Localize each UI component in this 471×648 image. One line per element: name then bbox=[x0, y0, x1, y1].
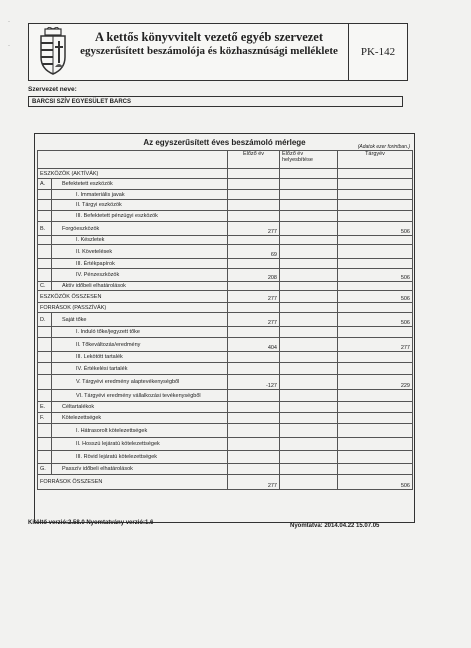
col-header-curr: Tárgyév bbox=[338, 151, 413, 169]
prev-year-value: 404 bbox=[228, 338, 280, 352]
print-timestamp: Nyomtatva: 2014.04.22 15.07.05 bbox=[290, 523, 380, 529]
header-item-cell bbox=[38, 151, 228, 169]
prev-year-value bbox=[228, 363, 280, 375]
table-row bbox=[38, 475, 413, 490]
current-year-value bbox=[338, 352, 413, 363]
row-label: Befektetett eszközök bbox=[52, 179, 228, 190]
current-year-value bbox=[338, 190, 413, 200]
row-code bbox=[38, 451, 52, 464]
prev-year-correction-value bbox=[280, 245, 338, 259]
current-year-value bbox=[338, 211, 413, 222]
table-row bbox=[38, 451, 413, 464]
balance-table bbox=[37, 150, 413, 490]
form-header bbox=[28, 23, 408, 81]
current-year-value: 506 bbox=[338, 222, 413, 236]
prev-year-correction-value bbox=[280, 464, 338, 475]
balance-table-body bbox=[38, 169, 413, 490]
prev-year-correction-value bbox=[280, 338, 338, 352]
prev-year-value bbox=[228, 236, 280, 245]
prev-year-correction-value bbox=[280, 269, 338, 282]
prev-year-value: 69 bbox=[228, 245, 280, 259]
prev-year-value bbox=[228, 327, 280, 338]
row-code bbox=[38, 327, 52, 338]
prev-year-correction-value bbox=[280, 413, 338, 424]
prev-year-value: 277 bbox=[228, 222, 280, 236]
row-label: Forgóeszközök bbox=[52, 222, 228, 236]
prev-year-correction-value bbox=[280, 375, 338, 390]
prev-year-value bbox=[228, 438, 280, 451]
row-label: IV. Pénzeszközök bbox=[52, 269, 228, 282]
prev-year-correction-value bbox=[280, 402, 338, 413]
prev-year-value bbox=[228, 200, 280, 211]
table-row bbox=[38, 375, 413, 390]
prev-year-value: 208 bbox=[228, 269, 280, 282]
prev-year-value: 277 bbox=[228, 475, 280, 490]
prev-year-value bbox=[228, 303, 280, 313]
row-code bbox=[38, 375, 52, 390]
row-code bbox=[38, 211, 52, 222]
prev-year-correction-value bbox=[280, 327, 338, 338]
prev-year-correction-value bbox=[280, 282, 338, 291]
table-row bbox=[38, 200, 413, 211]
current-year-value bbox=[338, 303, 413, 313]
row-label: III. Befektetett pénzügyi eszközök bbox=[52, 211, 228, 222]
current-year-value bbox=[338, 245, 413, 259]
current-year-value bbox=[338, 236, 413, 245]
prev-year-value: -127 bbox=[228, 375, 280, 390]
row-code bbox=[38, 352, 52, 363]
current-year-value bbox=[338, 259, 413, 269]
version-info: Kitöltő verzió:2.58.0 Nyomtatvány verzió:1.6 bbox=[28, 520, 154, 526]
row-code: A. bbox=[38, 179, 52, 190]
row-code bbox=[38, 338, 52, 352]
balance-sheet bbox=[34, 133, 415, 523]
prev-year-value bbox=[228, 464, 280, 475]
row-label: III. Lekötött tartalék bbox=[52, 352, 228, 363]
prev-year-correction-value bbox=[280, 291, 338, 303]
current-year-value: 506 bbox=[338, 475, 413, 490]
prev-year-value: 277 bbox=[228, 291, 280, 303]
row-code: B. bbox=[38, 222, 52, 236]
table-row bbox=[38, 303, 413, 313]
row-label: VI. Tárgyévi eredmény vállalkozási tevékenységből bbox=[52, 390, 228, 402]
prev-year-value bbox=[228, 424, 280, 438]
current-year-value bbox=[338, 200, 413, 211]
current-year-value bbox=[338, 390, 413, 402]
prev-year-value bbox=[228, 259, 280, 269]
prev-year-correction-value bbox=[280, 179, 338, 190]
current-year-value bbox=[338, 282, 413, 291]
row-label: FORRÁSOK (PASSZÍVÁK) bbox=[38, 303, 228, 313]
prev-year-correction-value bbox=[280, 169, 338, 179]
row-code bbox=[38, 424, 52, 438]
prev-year-value bbox=[228, 413, 280, 424]
current-year-value: 229 bbox=[338, 375, 413, 390]
row-label: Passzív időbeli elhatárolások bbox=[52, 464, 228, 475]
balance-sheet-title: Az egyszerűsített éves beszámoló mérlege bbox=[143, 138, 306, 147]
form-title bbox=[75, 30, 343, 58]
prev-year-value bbox=[228, 169, 280, 179]
prev-year-correction-value bbox=[280, 363, 338, 375]
prev-year-correction-value bbox=[280, 313, 338, 327]
table-row bbox=[38, 390, 413, 402]
current-year-value bbox=[338, 363, 413, 375]
row-label: II. Követelések bbox=[52, 245, 228, 259]
form-title-line1: A kettős könyvvitelt vezető egyéb szervezet bbox=[94, 30, 324, 44]
row-code bbox=[38, 236, 52, 245]
prev-year-value bbox=[228, 190, 280, 200]
row-code: F. bbox=[38, 413, 52, 424]
table-row bbox=[38, 438, 413, 451]
table-header-row bbox=[38, 151, 413, 169]
current-year-value bbox=[338, 169, 413, 179]
table-row bbox=[38, 169, 413, 179]
col-header-prev: Előző év bbox=[228, 151, 280, 169]
table-row bbox=[38, 190, 413, 200]
table-row bbox=[38, 413, 413, 424]
org-name-label: Szervezet neve: bbox=[28, 86, 77, 93]
prev-year-correction-value bbox=[280, 236, 338, 245]
row-label: II. Tőkeváltozás/eredmény bbox=[52, 338, 228, 352]
current-year-value bbox=[338, 424, 413, 438]
prev-year-correction-value bbox=[280, 424, 338, 438]
row-code: C. bbox=[38, 282, 52, 291]
prev-year-value bbox=[228, 402, 280, 413]
row-label: Saját tőke bbox=[52, 313, 228, 327]
row-label: Aktív időbeli elhatárolások bbox=[52, 282, 228, 291]
current-year-value: 506 bbox=[338, 269, 413, 282]
prev-year-correction-value bbox=[280, 211, 338, 222]
prev-year-correction-value bbox=[280, 200, 338, 211]
table-row bbox=[38, 259, 413, 269]
prev-year-correction-value bbox=[280, 259, 338, 269]
prev-year-value bbox=[228, 211, 280, 222]
row-label: I. Immateriális javak bbox=[52, 190, 228, 200]
table-row bbox=[38, 464, 413, 475]
prev-year-correction-value bbox=[280, 190, 338, 200]
prev-year-value bbox=[228, 179, 280, 190]
row-label: ESZKÖZÖK ÖSSZESEN bbox=[38, 291, 228, 303]
row-label: II. Hosszú lejáratú kötelezettségek bbox=[52, 438, 228, 451]
row-code bbox=[38, 438, 52, 451]
row-label: I. Hátrasorolt kötelezettségek bbox=[52, 424, 228, 438]
prev-year-value bbox=[228, 451, 280, 464]
row-label: III. Értékpapírok bbox=[52, 259, 228, 269]
prev-year-value bbox=[228, 390, 280, 402]
table-row bbox=[38, 245, 413, 259]
scan-margin-marks: · · bbox=[8, 19, 10, 49]
row-label: I. Induló tőke/jegyzett tőke bbox=[52, 327, 228, 338]
table-row bbox=[38, 327, 413, 338]
table-row bbox=[38, 269, 413, 282]
table-row bbox=[38, 313, 413, 327]
table-row bbox=[38, 424, 413, 438]
row-code bbox=[38, 245, 52, 259]
prev-year-value: 277 bbox=[228, 313, 280, 327]
row-label: Kötelezettségek bbox=[52, 413, 228, 424]
form-code: PK-142 bbox=[348, 24, 407, 80]
org-name-field: BARCSI SZÍV EGYESÜLET BARCS bbox=[28, 96, 403, 107]
current-year-value: 506 bbox=[338, 313, 413, 327]
row-code bbox=[38, 259, 52, 269]
row-code bbox=[38, 190, 52, 200]
form-title-line2: egyszerűsített beszámolója és közhasznúsági melléklete bbox=[80, 45, 338, 57]
row-code bbox=[38, 269, 52, 282]
current-year-value bbox=[338, 402, 413, 413]
table-row bbox=[38, 211, 413, 222]
row-label: I. Készletek bbox=[52, 236, 228, 245]
row-label: Céltartalékok bbox=[52, 402, 228, 413]
prev-year-correction-value bbox=[280, 222, 338, 236]
prev-year-correction-value bbox=[280, 438, 338, 451]
prev-year-value bbox=[228, 352, 280, 363]
row-code bbox=[38, 390, 52, 402]
table-row bbox=[38, 291, 413, 303]
table-row bbox=[38, 352, 413, 363]
table-row bbox=[38, 222, 413, 236]
row-code: E. bbox=[38, 402, 52, 413]
prev-year-correction-value bbox=[280, 451, 338, 464]
row-code bbox=[38, 200, 52, 211]
row-code: G. bbox=[38, 464, 52, 475]
prev-year-correction-value bbox=[280, 303, 338, 313]
current-year-value bbox=[338, 413, 413, 424]
current-year-value bbox=[338, 327, 413, 338]
current-year-value: 506 bbox=[338, 291, 413, 303]
current-year-value bbox=[338, 438, 413, 451]
row-label: IV. Értékelési tartalék bbox=[52, 363, 228, 375]
table-row bbox=[38, 236, 413, 245]
row-label: III. Rövid lejáratú kötelezettségek bbox=[52, 451, 228, 464]
current-year-value bbox=[338, 451, 413, 464]
prev-year-correction-value bbox=[280, 352, 338, 363]
units-note: (Adatok ezer forintban.) bbox=[357, 144, 410, 150]
col-header-corr: Előző év helyesbítése bbox=[280, 151, 338, 169]
table-row bbox=[38, 402, 413, 413]
table-row bbox=[38, 179, 413, 190]
row-label: II. Tárgyi eszközök bbox=[52, 200, 228, 211]
prev-year-correction-value bbox=[280, 475, 338, 490]
coat-of-arms-icon bbox=[35, 27, 71, 77]
table-row bbox=[38, 363, 413, 375]
row-label: FORRÁSOK ÖSSZESEN bbox=[38, 475, 228, 490]
table-row bbox=[38, 338, 413, 352]
table-row bbox=[38, 282, 413, 291]
current-year-value: 277 bbox=[338, 338, 413, 352]
prev-year-correction-value bbox=[280, 390, 338, 402]
row-code: D. bbox=[38, 313, 52, 327]
row-label: V. Tárgyévi eredmény alaptevékenységből bbox=[52, 375, 228, 390]
current-year-value bbox=[338, 464, 413, 475]
current-year-value bbox=[338, 179, 413, 190]
prev-year-value bbox=[228, 282, 280, 291]
row-code bbox=[38, 363, 52, 375]
row-label: ESZKÖZÖK (AKTÍVÁK) bbox=[38, 169, 228, 179]
